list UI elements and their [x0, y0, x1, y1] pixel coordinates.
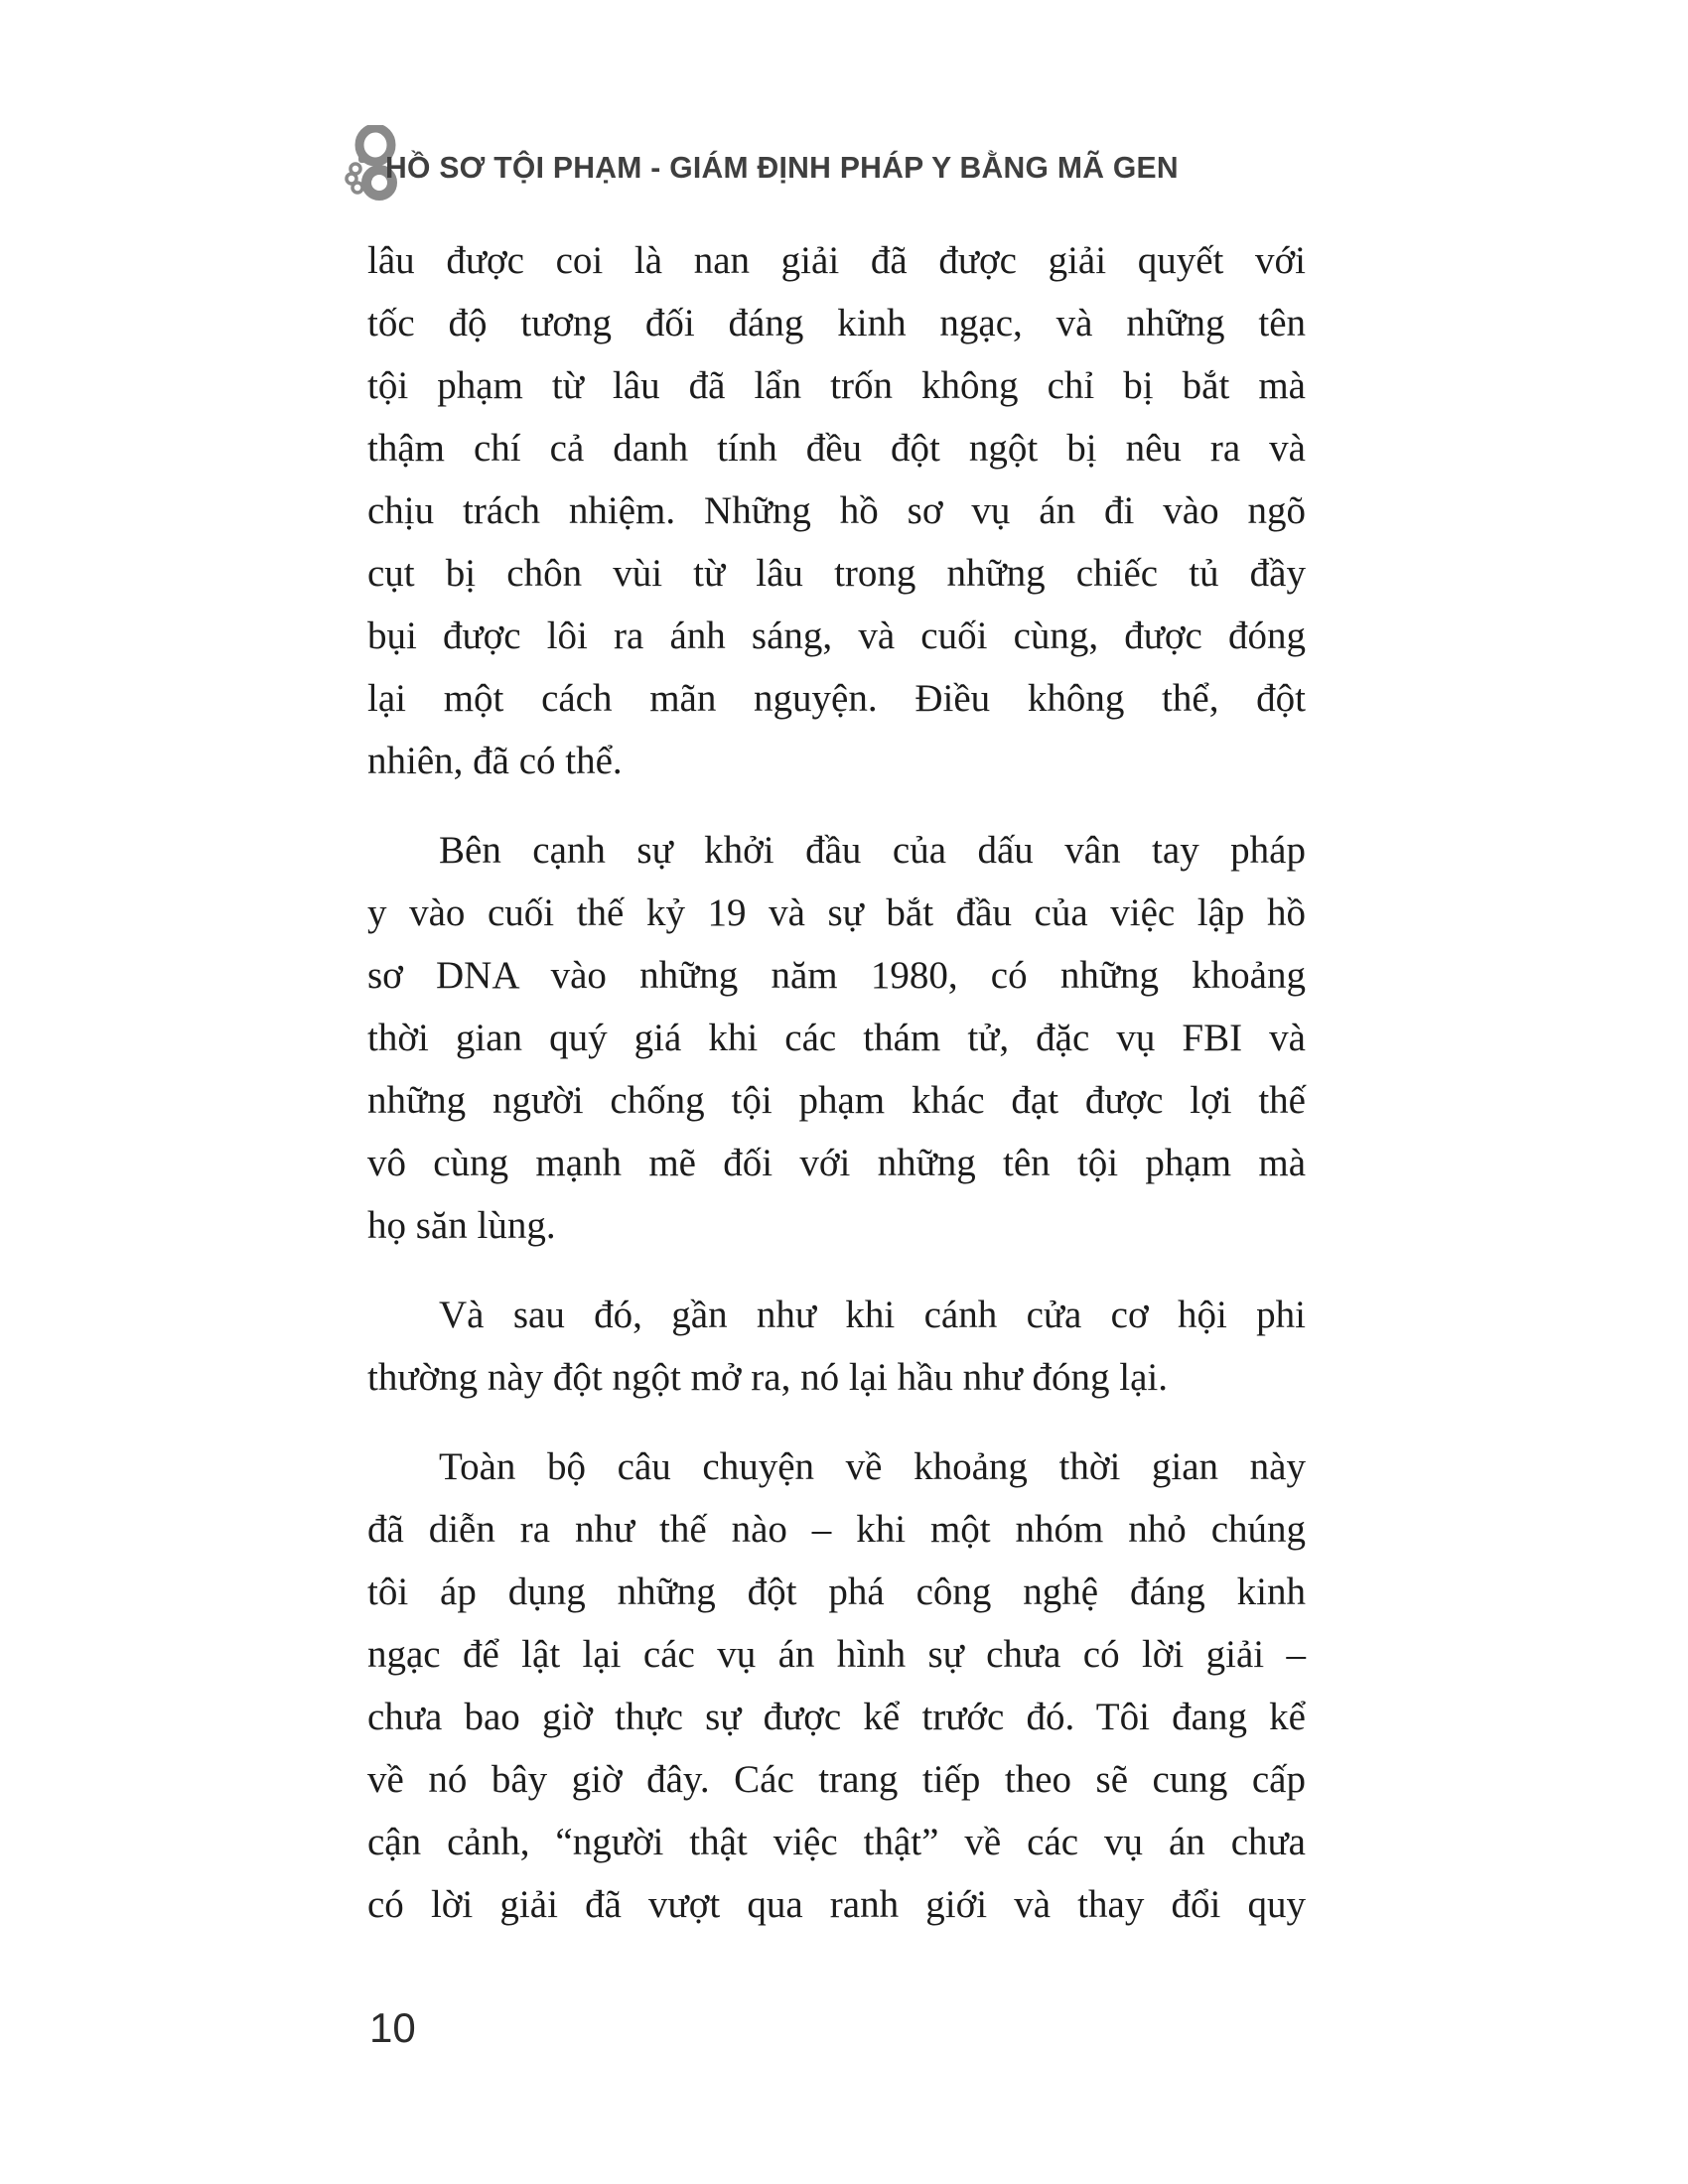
- text-line: cụt bị chôn vùi từ lâu trong những chiếc tủ đầy: [367, 552, 1306, 595]
- text-line: về nó bây giờ đây. Các trang tiếp theo sẽ cung cấp: [367, 1758, 1306, 1801]
- text-line: thời gian quý giá khi các thám tử, đặc vụ FBI và: [367, 1017, 1306, 1059]
- text-line: ngạc để lật lại các vụ án hình sự chưa có lời giải –: [367, 1633, 1306, 1676]
- running-header: [332, 125, 1203, 203]
- text-line: tội phạm từ lâu đã lẩn trốn không chỉ bị bắt mà: [367, 364, 1306, 407]
- paragraph: [367, 229, 1306, 792]
- text-line: thậm chí cả danh tính đều đột ngột bị nêu ra và: [367, 427, 1306, 470]
- text-line: tốc độ tương đối đáng kinh ngạc, và những tên: [367, 302, 1306, 344]
- text-line: lại một cách mãn nguyện. Điều không thể, đột: [367, 677, 1306, 720]
- text-line: tôi áp dụng những đột phá công nghệ đáng kinh: [367, 1570, 1306, 1613]
- text-line: vô cùng mạnh mẽ đối với những tên tội phạm mà: [367, 1142, 1306, 1184]
- text-line: Toàn bộ câu chuyện về khoảng thời gian này: [439, 1445, 1306, 1488]
- text-line: bụi được lôi ra ánh sáng, và cuối cùng, được đóng: [367, 614, 1306, 657]
- text-line: Bên cạnh sự khởi đầu của dấu vân tay pháp: [439, 829, 1306, 872]
- text-line: sơ DNA vào những năm 1980, có những khoảng: [367, 954, 1306, 997]
- text-line: họ săn lùng.: [367, 1204, 556, 1247]
- text-line: những người chống tội phạm khác đạt được lợi thế: [367, 1079, 1306, 1122]
- running-header-title: HỒ SƠ TỘI PHẠM - GIÁM ĐỊNH PHÁP Y BẰNG MÃ GEN: [385, 150, 1179, 185]
- text-line: chịu trách nhiệm. Những hồ sơ vụ án đi vào ngõ: [367, 489, 1306, 532]
- text-line: cận cảnh, “người thật việc thật” về các vụ án chưa: [367, 1821, 1306, 1863]
- paragraph: [367, 1284, 1306, 1409]
- text-line: thường này đột ngột mở ra, nó lại hầu như đóng lại.: [367, 1356, 1168, 1399]
- text-line: nhiên, đã có thể.: [367, 740, 623, 782]
- text-line: có lời giải đã vượt qua ranh giới và thay đổi quy: [367, 1883, 1306, 1926]
- text-line: Và sau đó, gần như khi cánh cửa cơ hội phi: [439, 1294, 1306, 1336]
- text-line: y vào cuối thế kỷ 19 và sự bắt đầu của việc lập hồ: [367, 891, 1306, 934]
- text-line: lâu được coi là nan giải đã được giải quyết với: [367, 239, 1306, 282]
- page-number: 10: [369, 2004, 416, 2051]
- paragraph: [367, 1435, 1306, 1936]
- text-line: đã diễn ra như thế nào – khi một nhóm nhỏ chúng: [367, 1508, 1306, 1551]
- text-line: chưa bao giờ thực sự được kể trước đó. Tôi đang kể: [367, 1696, 1306, 1738]
- text-block: [367, 229, 1306, 1963]
- paragraph: [367, 819, 1306, 1257]
